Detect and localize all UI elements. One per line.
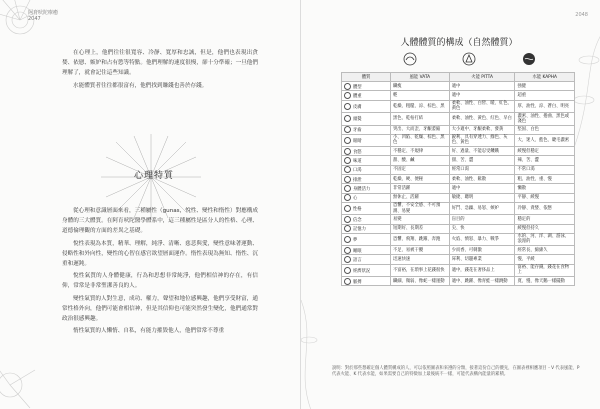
table-cell: 超重 <box>515 91 575 100</box>
table-cell: 輕 <box>391 91 450 100</box>
table-cell: 迅速快速 <box>391 255 450 264</box>
row-label <box>342 233 391 245</box>
row-bullet-icon <box>344 115 351 122</box>
table-cell: 尖、快 <box>449 224 515 233</box>
row-label-text: 眼睛 <box>353 138 362 144</box>
body-paragraph-4: 變性氣質的人對生意，成功、權力，聲望和地位感興趣，他們享受財富，通常性格外向，他們可能會相信神，但是其信仰也可能突然發生變化，他們通常對政治很感興趣。 <box>62 295 258 323</box>
section-title: 心理特質 <box>133 171 174 181</box>
table-row <box>342 175 575 184</box>
row-label <box>342 134 391 146</box>
table-row <box>342 165 575 174</box>
table-cell: 堅固、白色 <box>515 125 575 134</box>
row-label-text: 語言 <box>353 258 362 264</box>
table-row <box>342 134 575 146</box>
body-paragraph-5: 惰性氣質的人懶惰、自私，有能力摧毀他人，他們常常不尊重 <box>73 328 225 335</box>
row-label-text: 牙齒 <box>353 128 362 134</box>
row-bullet-icon <box>344 267 351 274</box>
row-label <box>342 224 391 233</box>
table-cell: 盲目的 <box>449 215 515 224</box>
table-cell: 冷靜、貪婪、依戀 <box>515 202 575 214</box>
row-label <box>342 246 391 255</box>
table-cell: 不常口渴 <box>515 165 575 174</box>
row-label-text: 性格 <box>353 206 362 212</box>
table-cell: 濃密、油性、捲曲、黑色或淺色 <box>515 113 575 125</box>
row-label-text: 經濟狀況 <box>353 268 371 274</box>
table-cell: 寬、慢、像天鵝一樣擺動 <box>515 277 575 286</box>
table-body <box>342 82 575 286</box>
row-bullet-icon <box>344 83 351 90</box>
table-cell: 大、迷人、藍色、睫毛濃密 <box>515 134 575 146</box>
row-label <box>342 184 391 193</box>
row-bullet-icon <box>344 225 351 232</box>
row-label <box>342 113 391 125</box>
row-label-text: 口渴 <box>353 168 362 174</box>
row-label <box>342 156 391 165</box>
table-cell: 適中、跳躍、像青蛙一樣跳動 <box>449 277 515 286</box>
table-cell: 水的、河、洋、湖、游泳、浪漫的 <box>515 233 575 245</box>
table-row <box>342 113 575 125</box>
table-cell: 適中 <box>449 184 515 193</box>
table-cell: 緩慢但持久 <box>515 224 575 233</box>
table-cell: 柔軟、油性、黃色、紅色、早白 <box>449 113 515 125</box>
row-label-text: 記憶力 <box>353 227 366 233</box>
row-label-text: 身體活力 <box>353 186 371 192</box>
table-header-row <box>342 73 575 82</box>
row-label-text: 心 <box>353 196 358 202</box>
row-bullet-icon <box>344 157 351 164</box>
page-number-right: 2048 <box>575 12 588 18</box>
table-cell: 富裕、能存錢，錢花在食物上 <box>515 264 575 276</box>
table-cell: 緩慢但穩定 <box>515 147 575 156</box>
table-cell: 非常活躍 <box>391 184 450 193</box>
table-cell: 適中，錢花在奢侈品上 <box>449 264 515 276</box>
row-bullet-icon <box>344 194 351 201</box>
table-row <box>342 233 575 245</box>
table-cell: 慢、平緩 <box>515 255 575 264</box>
table-cell: 甜、苦、澀 <box>449 156 515 165</box>
table-cell: 犀利、切題專業 <box>449 255 515 264</box>
header-cell-vata: 風能 VATA <box>391 73 450 82</box>
header-title: 阿育吠陀療癒 <box>28 10 59 16</box>
table-cell: 易變 <box>391 215 450 224</box>
header-cell-pitta: 火能 PITTA <box>449 73 515 82</box>
row-label-text: 睡眠 <box>353 248 362 254</box>
flower-illustration-icon <box>0 0 60 60</box>
table-cell: 火焰、憤怒、暴力、戰爭 <box>449 233 515 245</box>
leaf-decoration-bottom-icon <box>301 300 331 409</box>
row-bullet-icon <box>344 185 351 192</box>
table-cell: 穩定的 <box>515 215 575 224</box>
table-cell: 柔軟、油性、鬆散 <box>449 175 515 184</box>
row-bullet-icon <box>344 148 351 155</box>
table-cell: 乾燥、硬、便秘 <box>391 175 450 184</box>
row-bullet-icon <box>344 278 351 285</box>
table-cell: 經常口渴 <box>449 165 515 174</box>
table-row <box>342 82 575 91</box>
body-paragraph-3: 悅性氣質的人身體健康，行為和思想非常純淨，他們相信神的存在，有信仰，常常是非常聖潔善良的人。 <box>62 273 258 290</box>
table-cell: 少而香、可刺激 <box>449 246 515 255</box>
table-row <box>342 215 575 224</box>
header-cell-constitution: 體質 <box>342 73 391 82</box>
pitta-symbol-icon <box>462 52 476 66</box>
table-cell: 懶散 <box>515 184 575 193</box>
row-bullet-icon <box>344 103 351 110</box>
table-cell: 不穩定、不規律 <box>391 147 450 156</box>
table-cell: 大小適中、牙齦柔軟、發黃 <box>449 125 515 134</box>
table-cell: 小、凹陷、乾燥、棕色、黑色 <box>391 134 450 146</box>
row-bullet-icon <box>344 92 351 99</box>
row-label-text: 體型 <box>353 84 362 90</box>
table-cell: 強健 <box>515 82 575 91</box>
table-row <box>342 255 575 264</box>
row-label <box>342 255 391 264</box>
flower-corner-icon <box>0 340 60 409</box>
table-row <box>342 100 575 112</box>
body-text <box>62 206 258 338</box>
table-title: 人體體質的構成（自然體質） <box>400 37 518 47</box>
row-label <box>342 215 391 224</box>
table-row <box>342 184 575 193</box>
table-cell: 甜、酸、鹹 <box>391 156 450 165</box>
row-bullet-icon <box>344 205 351 212</box>
row-bullet-icon <box>344 137 351 144</box>
table-row <box>342 147 575 156</box>
row-label <box>342 202 391 214</box>
table-row <box>342 125 575 134</box>
row-label <box>342 264 391 276</box>
row-label <box>342 175 391 184</box>
table-cell: 短期好、長期差 <box>391 224 450 233</box>
table-cell: 不富裕，在瑣事上花錢很快 <box>391 264 450 276</box>
table-row <box>342 156 575 165</box>
table-cell: 平靜、緩慢 <box>515 193 575 202</box>
row-label <box>342 100 391 112</box>
row-label-text: 味道 <box>353 159 362 165</box>
row-label-text: 皮膚 <box>353 104 362 110</box>
table-cell: 適中 <box>449 91 515 100</box>
row-label <box>342 91 391 100</box>
table-cell: 突出、大而歪、牙齦萎縮 <box>391 125 450 134</box>
row-bullet-icon <box>344 256 351 263</box>
table-cell: 不固定 <box>391 165 450 174</box>
body-paragraph-1: 從心理和意識層面來看，三種屬性（gunas，悅性、變性和惰性）對應構成身體的三大體質。在阿育吠陀醫學體系中，這三種屬性是區分人的性格、心理、道德倫理觀的方面的差異之基礎。 <box>62 208 258 235</box>
table-cell: 敏捷、聰明 <box>449 193 515 202</box>
row-label <box>342 82 391 91</box>
table-cell: 粗、油性、重、慢 <box>515 175 575 184</box>
table-cell: 適中 <box>449 82 515 91</box>
table-cell: 好、過量、不能忍受饑餓 <box>449 147 515 156</box>
row-bullet-icon <box>344 236 351 243</box>
row-bullet-icon <box>344 166 351 173</box>
table-row <box>342 224 575 233</box>
table-cell: 經常長、綿綿久 <box>515 246 575 255</box>
table-cell: 無休止、活躍 <box>391 193 450 202</box>
row-label <box>342 277 391 286</box>
intro-paragraph-2: 水能體質者往往都很富有，他們找到賺錢也善於存錢。 <box>73 82 208 89</box>
intro-paragraph-1: 在心理上，他們往往很寬容、冷靜、寬厚和忠誠，但是，他們也表現出貪婪、依戀、嫉妒和占有慾等特點。他們理解的速度很慢，卻十分準確；一旦他們理解了，就會記住這些知識。 <box>62 50 258 77</box>
table-cell: 恐懼、不安全感、不可預測、易變 <box>391 202 450 214</box>
table-note: 說明：對於那些想確定個人體質構成的人，可以依照圖表和來遵的分類，接著這份自己的優先，在圖表裡相應項目 - V 代表風能、P 代表火能、K 代表水能，如果需要自己的特徵加上最後統不一樣，可能代表構內能量的累積。 <box>332 366 580 377</box>
table-cell: 辣、苦、澀 <box>515 156 575 165</box>
table-cell: 黑色、乾枯打結 <box>391 113 450 125</box>
header-cell-kapha: 水能 KAPHA <box>515 73 575 82</box>
row-bullet-icon <box>344 216 351 223</box>
row-bullet-icon <box>344 126 351 133</box>
row-label-text: 信念 <box>353 217 362 223</box>
row-label <box>342 125 391 134</box>
table-row <box>342 91 575 100</box>
table-cell: 銳利、具有穿透力、綠色、灰色、黃色 <box>449 134 515 146</box>
table-cell: 恐懼、飛翔、跳躍、奔跑 <box>391 233 450 245</box>
table-cell: 厚、油性、涼、蒼白、明亮 <box>515 100 575 112</box>
row-label-text: 頭髮 <box>353 117 362 123</box>
row-label-text: 體重 <box>353 94 362 100</box>
kapha-symbol-icon <box>522 52 536 66</box>
table-row <box>342 246 575 255</box>
body-paragraph-2: 悅性表現為本質，精華、理解，純淨、清晰、慈悲與愛，變性意味著運動、侵略性和外向性，變性的心智在感官欲望層面運作。惰性表現為無知、惰性、沉重和遲鈍。 <box>62 240 258 268</box>
row-label-text: 排泄 <box>353 177 362 183</box>
constitution-table <box>341 72 575 286</box>
row-label <box>342 147 391 156</box>
table-cell: 纖細、微弱、像蛇一樣運動 <box>391 277 450 286</box>
intro-text <box>62 48 258 93</box>
table-row <box>342 264 575 276</box>
row-label-text: 食慾 <box>353 149 362 155</box>
row-label-text: 脈搏 <box>353 279 362 285</box>
table-cell: 好鬥、急躁、易怒、嫉妒 <box>449 202 515 214</box>
page-number-left: 2047 <box>28 16 41 22</box>
row-bullet-icon <box>344 176 351 183</box>
table-cell: 乾燥、粗糙、涼、棕色、黑 <box>391 100 450 112</box>
table-row <box>342 193 575 202</box>
table-cell: 柔軟、油性、白皙、暖、紅色、黃色 <box>449 100 515 112</box>
table-cell: 纖瘦 <box>391 82 450 91</box>
table-row <box>342 277 575 286</box>
row-bullet-icon <box>344 247 351 254</box>
row-label-text: 夢 <box>353 237 358 243</box>
table-row <box>342 202 575 214</box>
vata-symbol-icon <box>403 52 417 66</box>
table-cell: 不足、易被干擾 <box>391 246 450 255</box>
row-label <box>342 193 391 202</box>
row-label <box>342 165 391 174</box>
